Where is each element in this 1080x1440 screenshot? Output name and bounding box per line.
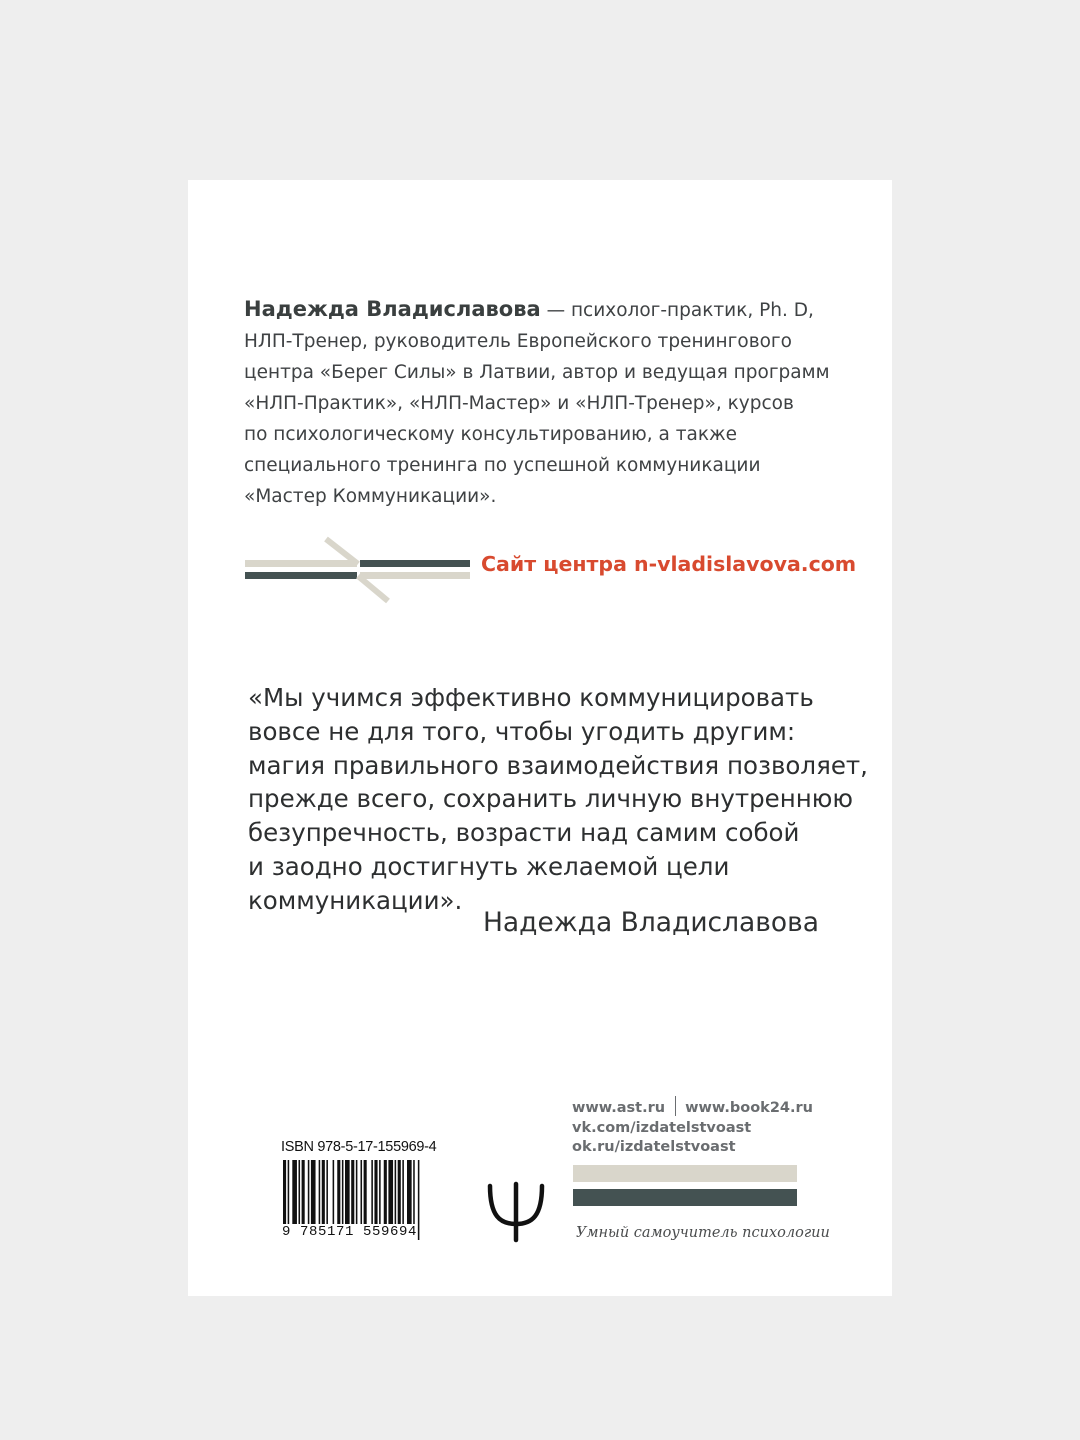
bio-line-6: специального тренинга по успешной коммуникации	[244, 455, 761, 476]
series-title: Умный самоучитель психологии	[576, 1225, 830, 1241]
author-bio	[244, 294, 844, 512]
quote-line: прежде всего, сохранить личную внутреннюю	[248, 784, 854, 814]
quote-line: магия правильного взаимодействия позволяет,	[248, 750, 868, 780]
bio-line-4: «НЛП-Практик», «НЛП-Мастер» и «НЛП-Тренер», курсов	[244, 393, 794, 414]
series-bar-beige	[573, 1165, 797, 1182]
website-link[interactable]: Сайт центра n-vladislavova.com	[481, 552, 857, 576]
quote-line: и заодно достигнуть желаемой цели	[248, 851, 730, 881]
bio-line-3: центра «Берег Силы» в Латвии, автор и ведущая программ	[244, 362, 830, 383]
link-ok[interactable]: ok.ru/izdatelstvoast	[572, 1139, 736, 1155]
quote-block	[248, 681, 868, 918]
link-book24[interactable]: www.book24.ru	[685, 1100, 813, 1116]
author-name: Надежда Владиславова	[244, 297, 541, 321]
quote-line: безупречность, возрасти над самим собой	[248, 818, 800, 848]
link-vk[interactable]: vk.com/izdatelstvoast	[572, 1119, 752, 1136]
publisher-links	[572, 1096, 813, 1158]
arrows-graphic	[244, 536, 472, 606]
barcode-bar	[418, 1160, 420, 1240]
quote-line: вовсе не для того, чтобы угодить другим:	[248, 716, 796, 746]
bio-line-2: НЛП-Тренер, руководитель Европейского тренингового	[244, 331, 792, 352]
psi-logo-icon	[486, 1180, 546, 1244]
link-ast[interactable]: www.ast.ru	[572, 1100, 666, 1116]
bio-line-1: — психолог-практик, Ph. D,	[540, 300, 814, 321]
series-bar-dark	[573, 1189, 797, 1206]
barcode-digits: 9 785171 559694	[282, 1224, 418, 1240]
isbn-label: ISBN 978-5-17-155969-4	[281, 1139, 437, 1155]
bio-line-7: «Мастер Коммуникации».	[244, 486, 497, 507]
quote-author: Надежда Владиславова	[483, 907, 819, 938]
bio-line-5: по психологическому консультированию, а также	[244, 424, 738, 445]
quote-line: «Мы учимся эффективно коммуницировать	[248, 683, 814, 712]
quote-line: коммуникации».	[248, 885, 463, 915]
link-separator	[675, 1096, 676, 1116]
